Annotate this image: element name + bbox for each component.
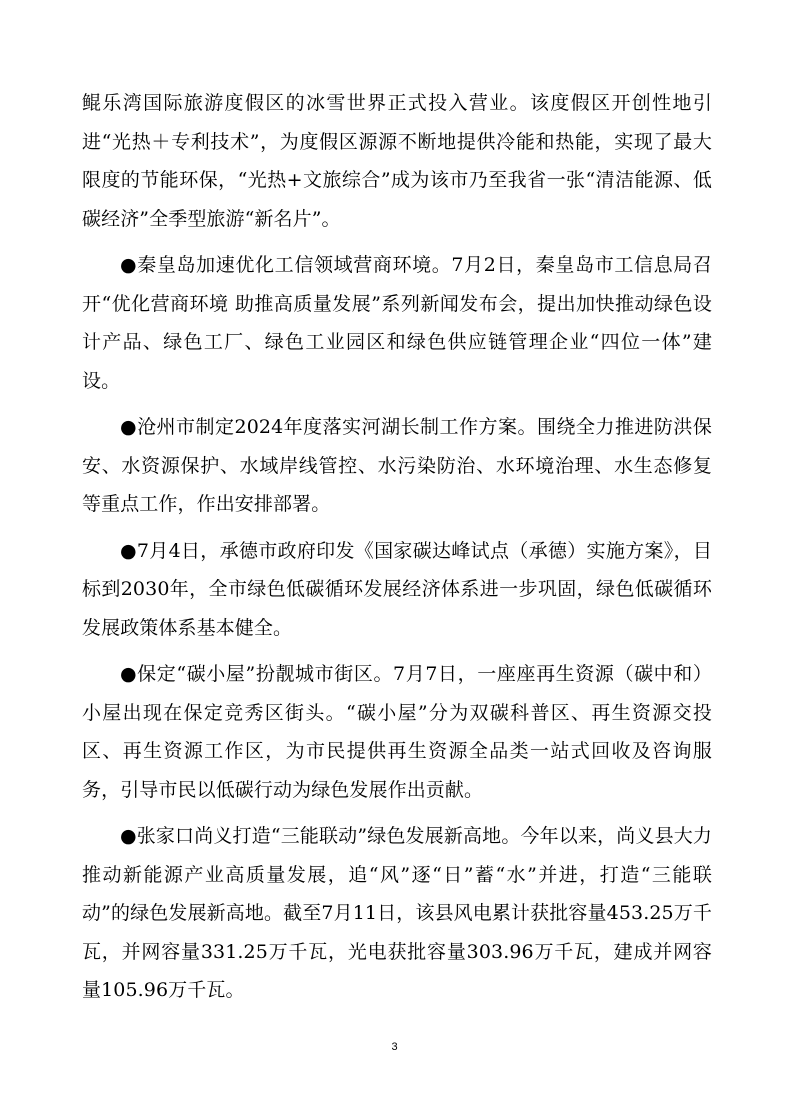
paragraph-zhangjiakou: ●张家口尚义打造“三能联动”绿色发展新高地。今年以来，尚义县大力推动新能源产业高质量发展，追“风”逐“日”蓄“水”并进，打造“三能联动”的绿色发展新高地。截至7月11日，该县风电累计获批容量453.25万千瓦，并网容量331.25万千瓦，光电获批容量303.96万千瓦，建成并网容量105.96万千瓦。: [82, 825, 712, 1001]
paragraph-qinhuangdao: ●秦皇岛加速优化工信领域营商环境。7月2日，秦皇岛市工信息局召开“优化营商环境 助推高质量发展”系列新闻发布会，提出加快推动绿色设计产品、绿色工厂、绿色工业园区和绿色供应链管理企业“四位一体”建设。: [82, 254, 712, 392]
document-body: [82, 84, 712, 1018]
paragraph-chengde: ●7月4日，承德市政府印发《国家碳达峰试点（承德）实施方案》，目标到2030年，全市绿色低碳循环发展经济体系进一步巩固，绿色低碳循环发展政策体系基本健全。: [82, 539, 712, 639]
paragraph-cangzhou: ●沧州市制定2024年度落实河湖长制工作方案。围绕全力推进防洪保安、水资源保护、水域岸线管控、水污染防治、水环境治理、水生态修复等重点工作，作出安排部署。: [82, 416, 712, 515]
page-number: 3: [391, 1041, 398, 1053]
paragraph-continuation: 鲲乐湾国际旅游度假区的冰雪世界正式投入营业。该度假区开创性地引进“光热＋专利技术”，为度假区源源不断地提供冷能和热能，实现了最大限度的节能环保，“光热+文旅综合”成为该市乃至我省一张“清洁能源、低碳经济”全季型旅游“新名片”。: [82, 92, 712, 230]
paragraph-baoding: ●保定“碳小屋”扮靓城市街区。7月7日，一座座再生资源（碳中和）小屋出现在保定竞秀区街头。“碳小屋”分为双碳科普区、再生资源交投区、再生资源工作区，为市民提供再生资源全品类一站式回收及咨询服务，引导市民以低碳行动为绿色发展作出贡献。: [82, 663, 712, 801]
